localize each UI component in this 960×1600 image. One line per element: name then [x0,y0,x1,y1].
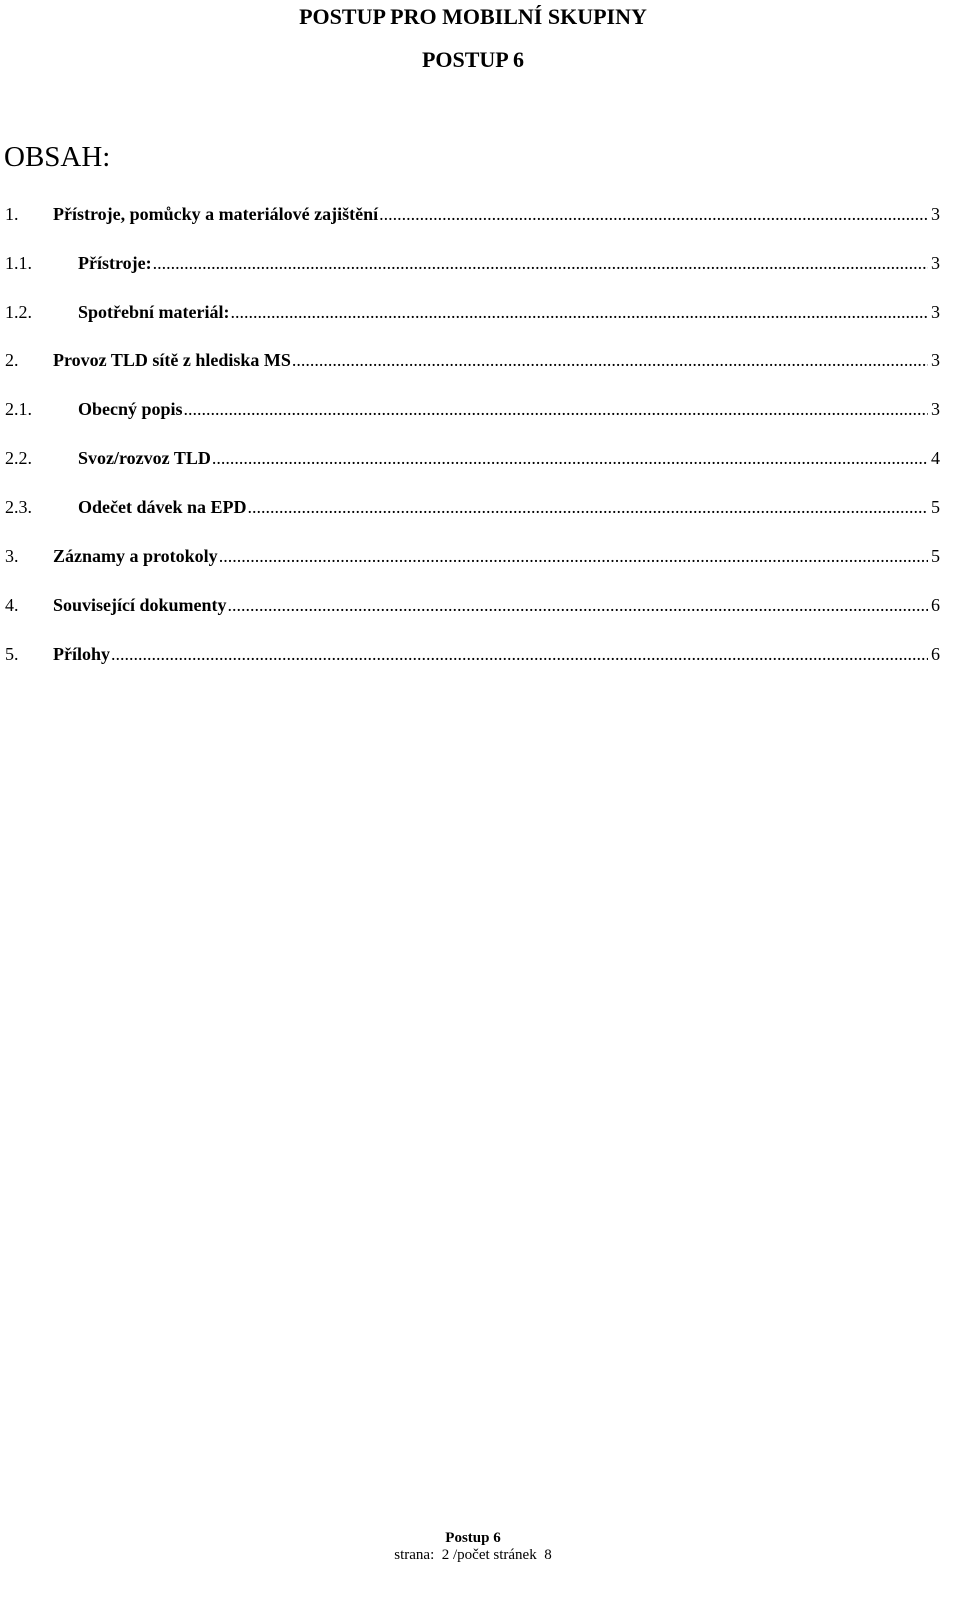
toc-dot-leader [110,640,928,668]
toc-entry-number: 1.1. [5,253,32,273]
toc-entry-page: 4 [931,448,940,468]
toc-entry-page: 3 [931,350,940,370]
toc-entry-title: Přístroje: [78,253,152,273]
toc-entry-number: 2.3. [5,497,32,517]
footer-document-name: Postup 6 [445,1530,501,1546]
toc-entry[interactable] [5,444,940,472]
toc-entry-title: Odečet dávek na EPD [78,497,247,517]
toc-dot-leader [218,542,928,570]
toc-entry-title: Přístroje, pomůcky a materiálové zajištění [53,204,379,224]
toc-entry-page: 3 [931,204,940,224]
document-title: POSTUP PRO MOBILNÍ SKUPINY [299,4,647,29]
toc-entry-page: 6 [931,595,940,615]
toc-entry-number: 3. [5,546,19,566]
toc-heading: OBSAH: [4,141,111,173]
toc-entry-title: Provoz TLD sítě z hlediska MS [53,350,291,370]
toc-entry[interactable] [5,640,940,668]
toc-entry-title: Obecný popis [78,399,183,419]
toc-entry-title: Svoz/rozvoz TLD [78,448,211,468]
toc-entry[interactable] [5,395,940,423]
toc-entry-page: 3 [931,253,940,273]
toc-entry-title: Související dokumenty [53,595,227,615]
toc-entry-title: Záznamy a protokoly [53,546,218,566]
toc-dot-leader [378,200,928,228]
toc-entry[interactable] [5,346,940,374]
toc-dot-leader [211,444,928,472]
toc-entry-number: 1.2. [5,302,32,322]
toc-entry[interactable] [5,200,940,228]
toc-entry-page: 6 [931,644,940,664]
toc-entry[interactable] [5,591,940,619]
toc-entry[interactable] [5,298,940,326]
toc-dot-leader [291,346,928,374]
toc-entry[interactable] [5,542,940,570]
toc-entry[interactable] [5,249,940,277]
toc-dot-leader [183,395,928,423]
toc-entry-page: 3 [931,399,940,419]
toc-dot-leader [247,493,929,521]
toc-entry-number: 1. [5,204,19,224]
toc-entry[interactable] [5,493,940,521]
toc-dot-leader [227,591,928,619]
toc-entry-page: 3 [931,302,940,322]
toc-dot-leader [152,249,928,277]
toc-entry-title: Spotřební materiál: [78,302,230,322]
toc-dot-leader [229,298,928,326]
toc-entry-number: 4. [5,595,19,615]
toc-entry-page: 5 [931,546,940,566]
toc-entry-number: 5. [5,644,19,664]
toc-entry-number: 2.1. [5,399,32,419]
toc-entry-page: 5 [931,497,940,517]
toc-entry-title: Přílohy [53,644,110,664]
toc-entry-number: 2. [5,350,19,370]
document-subtitle: POSTUP 6 [421,47,525,72]
toc-entry-number: 2.2. [5,448,32,468]
footer-page-count: strana: 2 /počet stránek 8 [394,1547,552,1563]
